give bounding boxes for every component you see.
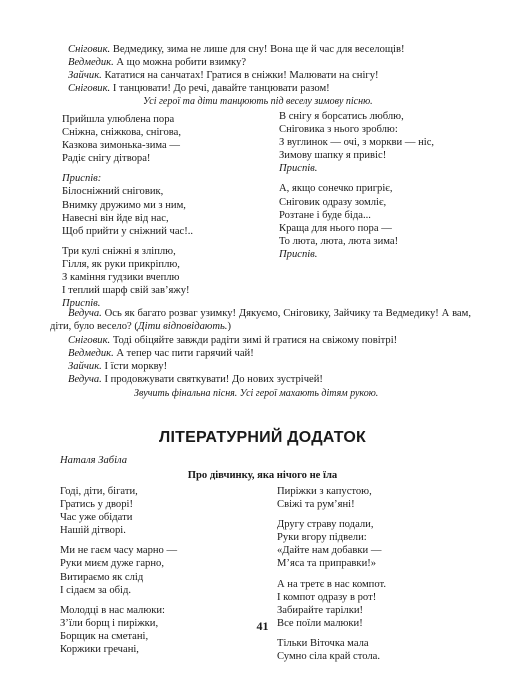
dialogue-line-7: [68, 360, 167, 373]
dialogue-line-2: [68, 56, 246, 69]
poem-line: І сідаєм за обід.: [60, 584, 132, 596]
chorus-label: Приспів.: [279, 163, 318, 175]
poem-line: Витираємо як слід: [60, 571, 144, 583]
verse-line: Казкова зимонька-зима —: [62, 140, 180, 152]
poem-line: Борщик на сметані,: [60, 630, 149, 642]
author-name: Наталя Забіла: [60, 455, 128, 466]
chorus-label: Приспів.: [62, 298, 101, 310]
dialogue-line-3: [68, 69, 379, 82]
poem-line: Все поїли малюки!: [277, 617, 363, 629]
poem-line: Другу страву подали,: [277, 519, 374, 531]
poem-line: Годі, діти, бігати,: [60, 486, 138, 497]
song-right-column: [279, 110, 434, 261]
stage-direction-final: Звучить фінальна пісня. Усі герої махають дітям рукою.: [134, 388, 379, 399]
poem-line: І компот одразу в рот!: [277, 591, 377, 603]
vedycha-speech: Ведуча. Ось як багато розваг узимку! Дякуємо, Сніговику, Зайчику та Ведмедику! А вам, діти, було весело? (Діти відповідають.): [50, 308, 471, 333]
speaker-name: Зайчик.: [68, 361, 102, 372]
speaker-name: Ведуча.: [68, 374, 102, 385]
dialogue-text: Тоді обіцяйте завжди радіти зимі й гратися на свіжому повітрі!: [110, 335, 398, 346]
chorus-label: Приспів:: [62, 173, 102, 185]
stage-response: Діти відповідають.: [137, 321, 228, 333]
speaker-name: Ведмедик.: [68, 57, 114, 68]
verse-line: А, якщо сонечко пригріє,: [279, 183, 393, 195]
verse-line: Сніговика з нього зроблю:: [279, 124, 398, 136]
chorus-label: Приспів.: [279, 248, 318, 260]
dialogue-text: Кататися на санчатах! Гратися в сніжки! Малювати на снігу!: [101, 70, 379, 81]
stage-direction-dance: Усі герої та діти танцюють під веселу зимову пісню.: [143, 96, 373, 107]
dialogue-text: Ведмедику, зима не лише для сну! Вона ще й час для веселощів!: [110, 44, 405, 55]
verse-line: Три кулі сніжні я зліплю,: [62, 245, 176, 257]
dialogue-line-4: [68, 82, 330, 95]
poem-title: Про дівчинку, яка нічого не їла: [187, 470, 338, 481]
poem-right-column: [277, 485, 386, 663]
verse-line: Сніжна, сніжкова, снігова,: [62, 127, 181, 139]
poem-line: З’їли борщ і пиріжки,: [60, 617, 159, 629]
dialogue-text: А що можна робити взимку?: [113, 57, 247, 68]
chorus-line: Внимку дружимо ми з ним,: [62, 199, 186, 211]
verse-line: З вуглинок — очі, з моркви — ніс,: [279, 137, 435, 149]
verse-line: Зимову шапку я привіс!: [279, 150, 387, 162]
poem-line: Руки миєм дуже гарно,: [60, 558, 164, 570]
poem-line: Сумно сіла край стола.: [277, 651, 381, 663]
dialogue-text: І їсти моркву!: [101, 361, 168, 372]
verse-line: З каміння гудзики вчеплю: [62, 272, 180, 284]
poem-line: Свіжі та рум’яні!: [277, 499, 355, 511]
speaker-name: Сніговик.: [68, 335, 111, 346]
verse-line: Прийшла улюблена пора: [62, 114, 175, 125]
dialogue-text: А тепер час пити гарячий чай!: [113, 348, 254, 359]
poem-line: А на третє в нас компот.: [277, 578, 386, 590]
verse-line: Радіє снігу дітвора!: [62, 153, 151, 165]
dialogue-line-5: [68, 334, 397, 347]
dialogue-text: А вам, діти, було весело? (: [50, 308, 471, 333]
poem-line: М’яса та приправки!»: [277, 558, 377, 570]
poem-line: Нашій дітворі.: [60, 525, 126, 537]
dialogue-line-6: [68, 347, 254, 360]
poem-line: Тільки Віточка мала: [277, 637, 369, 649]
poem-line: Ми не гаєм часу марно —: [60, 545, 178, 557]
verse-line: Розтане і буде біда...: [279, 209, 371, 221]
speaker-name: Сніговик.: [68, 44, 111, 55]
poem-line: «Дайте нам добавки —: [277, 545, 382, 557]
verse-line: Сніговик одразу зомліє,: [279, 196, 387, 208]
page-number: 41: [256, 619, 269, 633]
poem-line: Молодці в нас малюки:: [60, 604, 166, 616]
speaker-name: Сніговик.: [68, 83, 111, 94]
verse-line: Краща для нього пора —: [279, 222, 392, 234]
verse-line: І теплий шарф свій зав’яжу!: [62, 285, 190, 297]
poem-line: Пиріжки з капустою,: [277, 486, 372, 497]
song-left-column: [62, 113, 193, 310]
speaker-name: Ведуча.: [68, 308, 102, 319]
poem-line: Час уже обідати: [60, 512, 133, 524]
dialogue-text: І продовжувати святкувати! До нових зустрічей!: [101, 374, 323, 385]
chorus-line: Щоб прийти у сніжний час!..: [62, 225, 194, 237]
speaker-name: Ведмедик.: [68, 348, 114, 359]
dialogue-line-8: [68, 373, 323, 386]
poem-line: Коржики гречані,: [60, 644, 139, 656]
dialogue-text: І танцювати! До речі, давайте танцювати разом!: [110, 83, 330, 94]
poem-line: Забирайте тарілки!: [277, 604, 364, 616]
chorus-line: Білосніжний сніговик,: [62, 186, 164, 198]
dialogue-text: Ось як багато розваг узимку! Дякуємо, Сніговику, Зайчику та Ведмедику!: [101, 308, 439, 319]
poem-line: Руки вгору підвели:: [277, 532, 367, 544]
section-title: ЛІТЕРАТУРНИЙ ДОДАТОК: [159, 429, 366, 446]
chorus-line: Навесні він йде від нас,: [62, 212, 169, 224]
poem-line: Гратись у дворі!: [60, 499, 133, 511]
speaker-name: Зайчик.: [68, 70, 102, 81]
verse-line: То люта, люта, люта зима!: [279, 235, 399, 247]
verse-line: Гілля, як руки прикріплю,: [62, 258, 180, 270]
dialogue-line-1: [68, 43, 405, 56]
verse-line: В снігу я борсатись люблю,: [279, 111, 404, 122]
